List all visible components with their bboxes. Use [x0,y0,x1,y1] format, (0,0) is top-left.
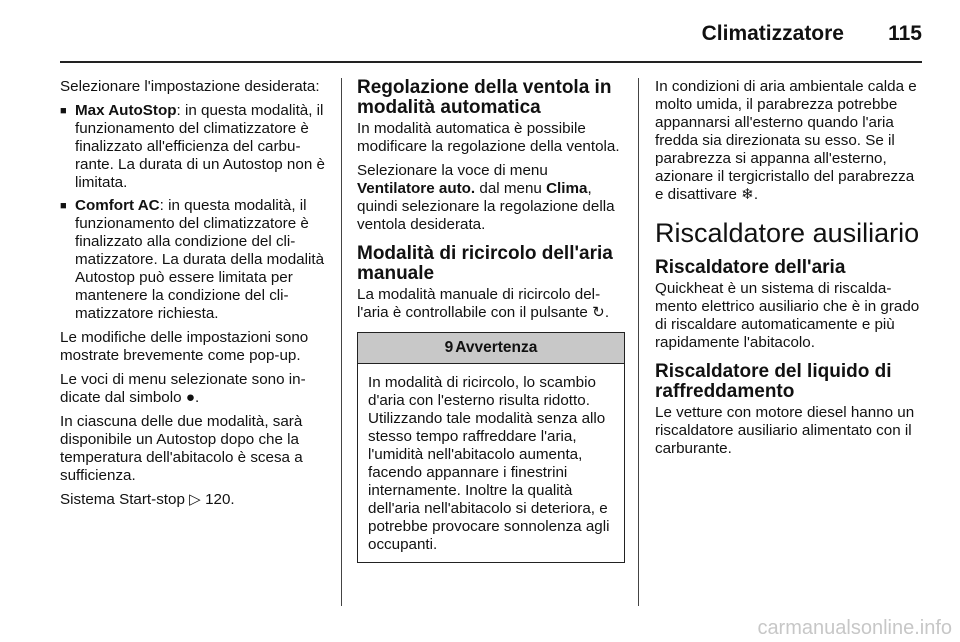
heading-riscaldatore-liquido: Riscaldatore del liquido di raffreddamento [655,361,892,402]
mode-list [60,102,328,323]
watermark: carmanualsonline.info [757,617,952,639]
warning-title: Avvertenza [455,339,538,356]
header-rule [60,61,922,63]
ricircolo-text: La modalità manuale di ricircolo dell'aria è controllabile con il pulsante ↻. [357,286,610,321]
page-reference-icon: ▷ [189,491,201,508]
humid-text: In condizioni di aria ambientale calda e molto umida, il parabrezza potrebbe appannarsi all'esterno quando l'aria fredda sia direzionata su esso. Se il parabrezza si appanna all'esterno, azionare il tergicristallo del parabrezza e disattivare ❄. [655,78,917,203]
popup-text: Le modifiche delle impostazioni sono mostrate brevemente come pop-up. [60,329,309,364]
symbol-text: Le voci di menu selezionate sono indicate dal simbolo ●. [60,371,306,406]
page-number: 115 [888,22,922,45]
column-3 [655,78,923,464]
page-title: Climatizzatore [701,22,844,45]
quickheat-text: Quickheat è un sistema di riscaldamento elettrico ausiliario che è in grado di riscaldare automaticamente e più rapidamente l'abitacolo. [655,280,920,351]
item-text: : in questa modalità, il funzionamento del climatizzatore è finalizzato all'efficienza del carburante. La durata di un Autostop non è limitata. [75,102,325,191]
cross-reference[interactable]: Sistema Start-stop ▷ 120. [60,491,235,508]
ventola-text: In modalità automatica è possibile modificare la regolazione della ventola. [357,120,620,155]
warning-box [357,332,625,563]
term-comfort-ac: Comfort AC [75,197,160,214]
bullet-dot-icon: ● [185,389,195,406]
heading-ricircolo: Modalità di ricircolo dell'aria manuale [357,243,613,284]
menu-select-text: Selezionare la voce di menu Ventilatore auto. dal menu Clima, quindi selezionare la regolazione della ventola desiderata. [357,162,615,233]
column-2 [357,78,625,563]
list-item [60,102,328,192]
menu-term-clima: Clima [546,180,588,197]
menu-term-ventilatore: Ventilatore auto. [357,180,476,197]
column-divider-1 [341,78,342,606]
list-item [60,197,328,323]
heading-ventola-auto: Regolazione della ventola in modalità automatica [357,77,612,118]
heading-riscaldatore-aria: Riscaldatore dell'aria [655,257,846,278]
term-max-autostop: Max AutoStop [75,102,177,119]
page-header [60,18,922,62]
heading-riscaldatore-ausiliario: Riscaldatore ausiliario [655,218,920,248]
recirculation-icon: ↻ [592,304,605,321]
warning-icon: 9 [444,339,454,356]
warning-header [358,333,624,364]
intro-text: Selezionare l'impostazione desiderata: [60,78,320,95]
item-text: : in questa modalità, il funzionamento del climatizzatore è finalizzato alla condizione del climatizzatore. La durata della modalità Autostop può essere limitata per mantenere la condizione del climatizzatore richiesta. [75,197,325,322]
column-divider-2 [638,78,639,606]
column-1 [60,78,328,515]
diesel-heater-text: Le vetture con motore diesel hanno un riscaldatore ausiliario alimentato con il carburante. [655,404,915,457]
ac-off-icon: ❄ [741,186,754,203]
warning-text: In modalità di ricircolo, lo scambio d'aria con l'esterno risulta ridotto. Utilizzando tale modalità senza allo stesso tempo raffreddare l'aria, l'umidità nell'abitacolo aumenta, facendo appannare i finestrini internamente. Inoltre la qualità dell'aria nell'abitacolo si deteriora, e potrebbe provocare sonnolenza agli occupanti. [368,374,610,553]
autostop-text: In ciascuna delle due modalità, sarà disponibile un Autostop dopo che la temperatura dell'abitacolo è scesa a sufficienza. [60,413,303,484]
